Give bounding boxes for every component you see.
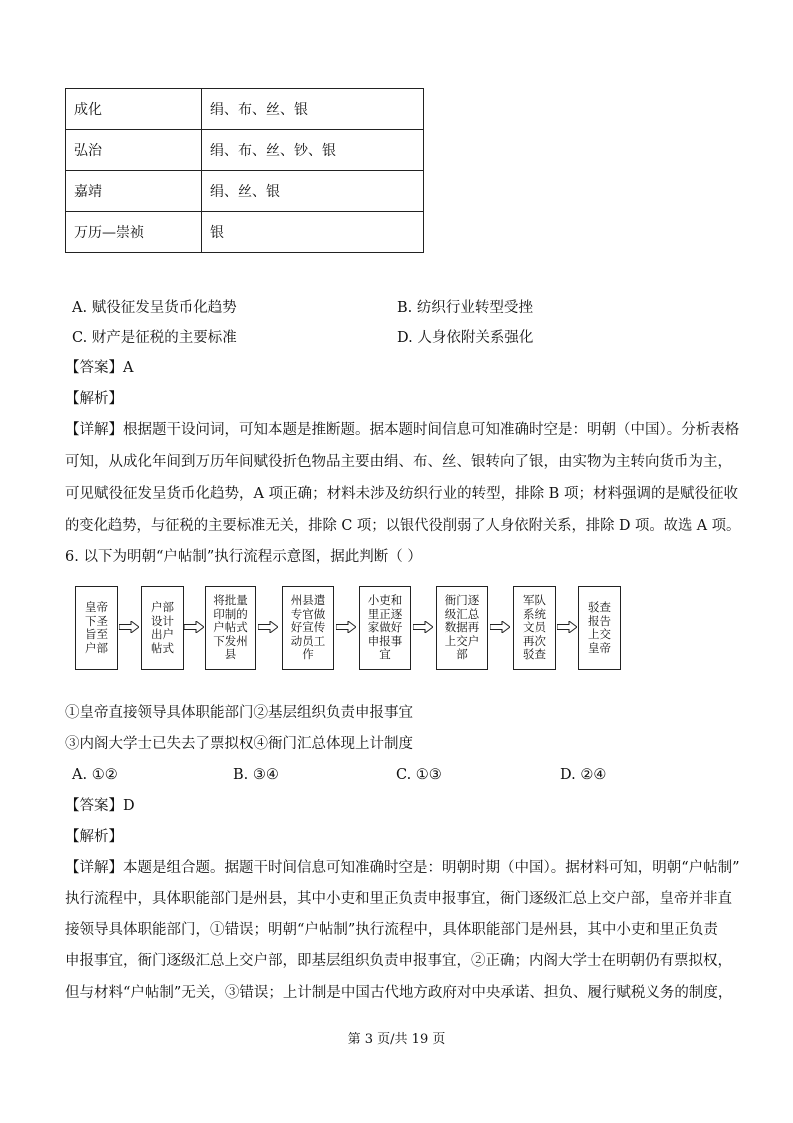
- arrow-right-icon: [119, 621, 139, 633]
- flow-text: 驳查: [588, 600, 611, 614]
- flow-text: 上交户: [444, 633, 480, 648]
- flow-text: 上交: [588, 627, 611, 641]
- flow-text: 设计: [151, 613, 174, 628]
- q6-option-d: D. ②④: [560, 767, 607, 783]
- q6-statement-1: ①皇帝直接领导具体职能部门②基层组织负责申报事宜: [65, 705, 413, 721]
- flow-text: 户部: [85, 640, 108, 655]
- q6-detail-line: 接领导具体职能部门，①错误；明朝“户帖制”执行流程中，具体职能部门是州县，其中小吏和里正负责: [65, 922, 718, 938]
- flow-text: 专官做: [290, 606, 326, 621]
- flow-text: 下发州: [213, 633, 248, 648]
- flow-step-5: [359, 586, 411, 670]
- table-cell-period: 弘治: [66, 130, 202, 171]
- flow-step-4: [282, 586, 334, 670]
- arrow-right-icon: [490, 621, 510, 633]
- flow-text: 衙门逐: [444, 593, 480, 608]
- q6-statement-2: ③内阁大学士已失去了票拟权④衙门汇总体现上计制度: [65, 736, 413, 752]
- arrow-right-icon: [258, 621, 278, 633]
- tax-items-table: [65, 88, 424, 253]
- flow-text: 小吏和: [367, 593, 403, 608]
- flow-step-6: [436, 586, 488, 670]
- q5-answer: 【答案】A: [65, 360, 134, 376]
- flow-text: 下圣: [85, 613, 108, 628]
- flow-text: 动员工: [290, 633, 326, 648]
- flow-text: 级汇总: [444, 606, 480, 621]
- flow-text: 好宣传: [290, 620, 326, 635]
- q6-detail-line: 【详解】本题是组合题。据题干时间信息可知准确时空是：明朝时期（中国）。据材料可知，明朝“户帖制”: [65, 860, 740, 876]
- flow-text: 户帖式: [213, 620, 248, 635]
- q6-detail-line: 申报事宜，衙门逐级汇总上交户部，即基层组织负责申报事宜，②正确；内阁大学士在明朝仍有票拟权，: [65, 953, 732, 969]
- q5-option-c: C. 财产是征税的主要标准: [72, 330, 237, 346]
- table-cell-period: 成化: [66, 89, 202, 130]
- flow-text: 驳查: [523, 647, 546, 662]
- flow-text: 皇帝: [588, 640, 611, 655]
- flow-text: 州县遣: [290, 593, 326, 608]
- q6-analysis-label: 【解析】: [65, 829, 123, 845]
- flow-text: 数据再: [444, 620, 480, 635]
- q5-analysis-label: 【解析】: [65, 391, 123, 407]
- table-cell-period: 嘉靖: [66, 171, 202, 212]
- flow-text: 作: [302, 647, 314, 662]
- q5-option-a: A. 赋役征发呈货币化趋势: [72, 300, 237, 316]
- flow-step-7: [513, 586, 556, 670]
- q5-detail-line: 的变化趋势，与征税的主要标准无关，排除 C 项；以银代役削弱了人身依附关系，排除 D 项。故选 A 项。: [65, 518, 741, 534]
- arrow-right-icon: [336, 621, 356, 633]
- flow-step-1: [75, 586, 118, 670]
- flow-step-8: [578, 586, 621, 670]
- q6-detail-line: 但与材料“户帖制”无关，③错误；上计制是中国古代地方政府对中央承诺、担负、履行赋税义务的制度，: [65, 985, 733, 1001]
- flow-step-3: [205, 586, 256, 670]
- flow-text: 文员: [523, 620, 546, 635]
- q6-stem: 6. 以下为明朝“户帖制”执行流程示意图，据此判断（ ）: [65, 549, 422, 565]
- table-cell-items: 绢、布、丝、银: [202, 89, 424, 130]
- flow-text: 部: [456, 647, 468, 662]
- q5-detail-line: 【详解】根据题干设问词，可知本题是推断题。据本题时间信息可知准确时空是：明朝（中国）。分析表格: [65, 422, 740, 438]
- flow-text: 家做好: [367, 620, 403, 635]
- q5-option-b: B. 纺织行业转型受挫: [397, 300, 533, 316]
- flow-text: 系统: [523, 606, 546, 621]
- page-number: 第 3 页/共 19 页: [347, 1032, 446, 1047]
- q5-detail-line: 可知，从成化年间到万历年间赋役折色物品主要由绢、布、丝、银转向了银，由实物为主转向货币为主，: [65, 454, 732, 470]
- flow-text: 旨至: [85, 627, 108, 641]
- flow-text: 将批量: [213, 593, 248, 608]
- flow-text: 皇帝: [85, 600, 108, 614]
- flow-text: 报告: [588, 613, 611, 628]
- flow-text: 出户: [151, 627, 174, 641]
- table-row: [66, 130, 424, 171]
- arrow-right-icon: [184, 621, 204, 633]
- arrow-right-icon: [413, 621, 433, 633]
- q5-option-d: D. 人身依附关系强化: [397, 330, 534, 346]
- flow-text: 宜: [379, 647, 391, 662]
- table-cell-items: 绢、丝、银: [202, 171, 424, 212]
- table-cell-items: 银: [202, 212, 424, 253]
- flow-text: 再次: [523, 633, 546, 648]
- flow-text: 户部: [151, 600, 174, 614]
- table-cell-period: 万历—崇祯: [66, 212, 202, 253]
- table-row: [66, 212, 424, 253]
- table-row: [66, 89, 424, 130]
- q6-option-c: C. ①③: [396, 767, 442, 783]
- table-cell-items: 绢、布、丝、钞、银: [202, 130, 424, 171]
- q6-option-b: B. ③④: [233, 767, 279, 783]
- arrow-right-icon: [557, 621, 577, 633]
- q6-detail-line: 执行流程中，具体职能部门是州县，其中小吏和里正负责申报事宜，衙门逐级汇总上交户部，皇帝并非直: [65, 891, 732, 907]
- flow-text: 里正逐: [367, 606, 403, 621]
- table-row: [66, 171, 424, 212]
- flow-step-2: [141, 586, 184, 670]
- flow-text: 军队: [523, 593, 546, 608]
- q6-answer: 【答案】D: [65, 798, 135, 814]
- flow-text: 印制的: [213, 606, 248, 621]
- flow-text: 县: [224, 647, 237, 662]
- q6-option-a: A. ①②: [72, 767, 118, 783]
- q5-detail-line: 可见赋役征发呈货币化趋势，A 项正确；材料未涉及纺织行业的转型，排除 B 项；材料强调的是赋役征收: [65, 486, 738, 502]
- flow-text: 帖式: [151, 640, 174, 655]
- flow-text: 申报事: [367, 633, 403, 648]
